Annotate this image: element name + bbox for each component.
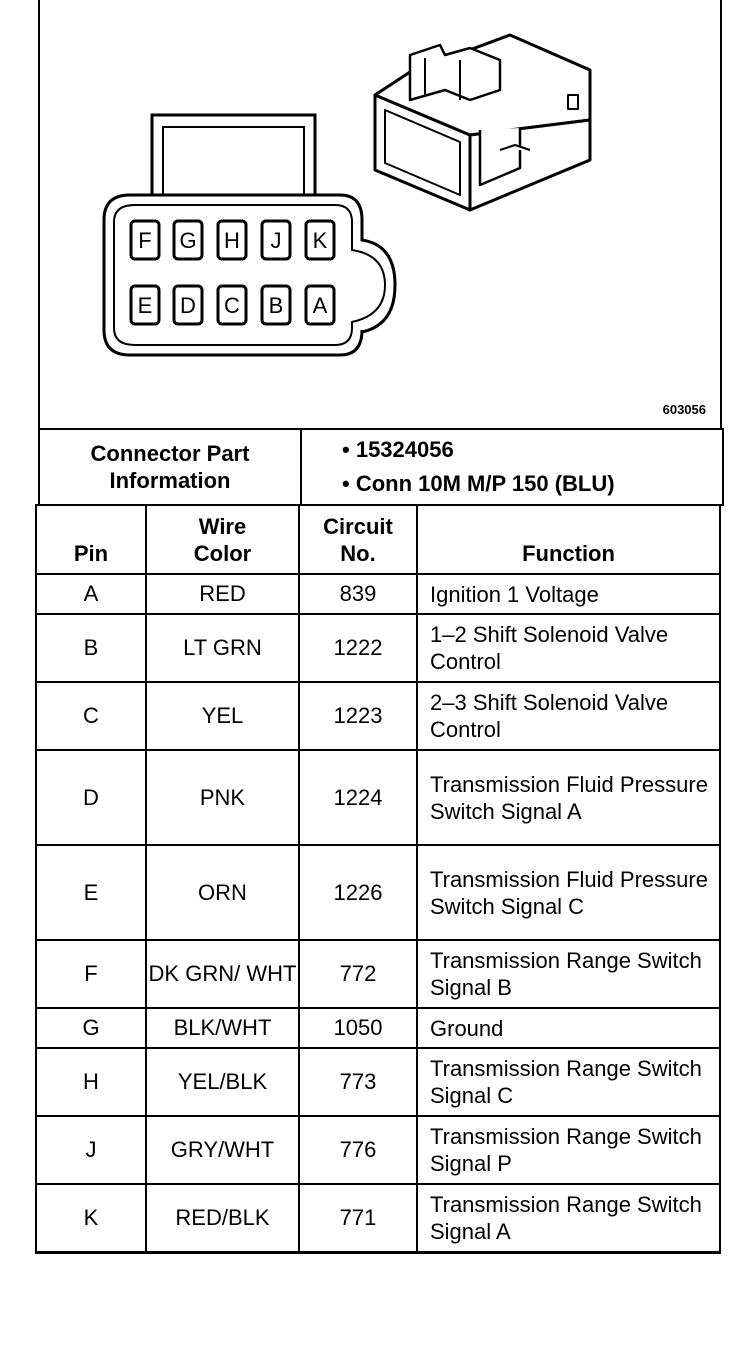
table-row — [36, 1008, 720, 1048]
connector-diagram — [0, 0, 752, 428]
table-row — [36, 614, 720, 682]
circuit-cell: 839 — [299, 574, 417, 614]
connector-isometric — [375, 35, 590, 210]
function-cell: Ignition 1 Voltage — [417, 574, 720, 614]
wire-color-cell: LT GRN — [146, 614, 299, 682]
connector-description: • Conn 10M M/P 150 (BLU) — [342, 467, 721, 501]
header-pin: Pin — [36, 505, 146, 574]
table-row — [36, 1048, 720, 1116]
wire-color-cell: PNK — [146, 750, 299, 845]
pin-label: F — [138, 228, 152, 253]
figure-id: 603056 — [662, 402, 706, 417]
header-wire-color: Wire Color — [146, 505, 299, 574]
pin-label: G — [179, 228, 197, 253]
pin-cell: F — [36, 940, 146, 1008]
table-row — [36, 1184, 720, 1252]
pin-label: H — [224, 228, 240, 253]
pinout-table — [35, 504, 721, 1254]
pin-label: J — [270, 228, 282, 253]
circuit-cell: 773 — [299, 1048, 417, 1116]
pin-cavity-c — [218, 286, 246, 324]
pin-cell: H — [36, 1048, 146, 1116]
pin-cell: E — [36, 845, 146, 940]
function-cell: 2–3 Shift Solenoid Valve Control — [417, 682, 720, 750]
circuit-cell: 1050 — [299, 1008, 417, 1048]
function-cell: Transmission Fluid Pressure Switch Signal C — [417, 845, 720, 940]
circuit-cell: 1224 — [299, 750, 417, 845]
pin-cell: J — [36, 1116, 146, 1184]
function-cell: Transmission Range Switch Signal C — [417, 1048, 720, 1116]
pin-cavity-e — [131, 286, 159, 324]
function-cell: Ground — [417, 1008, 720, 1048]
function-cell: Transmission Range Switch Signal A — [417, 1184, 720, 1252]
circuit-cell: 776 — [299, 1116, 417, 1184]
table-header-row — [36, 505, 720, 574]
circuit-cell: 772 — [299, 940, 417, 1008]
function-cell: 1–2 Shift Solenoid Valve Control — [417, 614, 720, 682]
pin-cell: B — [36, 614, 146, 682]
header-function: Function — [417, 505, 720, 574]
pin-label: A — [312, 293, 328, 318]
pin-label: K — [312, 228, 328, 253]
table-row — [36, 682, 720, 750]
circuit-cell: 1222 — [299, 614, 417, 682]
pin-cavity-a — [306, 286, 334, 324]
pin-cavity-j — [262, 221, 290, 259]
pin-cavities — [131, 221, 334, 324]
pin-cavity-g — [174, 221, 202, 259]
circuit-cell: 771 — [299, 1184, 417, 1252]
wire-color-cell: DK GRN/ WHT — [146, 940, 299, 1008]
pin-cell: D — [36, 750, 146, 845]
circuit-cell: 1223 — [299, 682, 417, 750]
pin-cavity-k — [306, 221, 334, 259]
table-row — [36, 574, 720, 614]
pin-cavity-h — [218, 221, 246, 259]
pin-cell: G — [36, 1008, 146, 1048]
function-cell: Transmission Fluid Pressure Switch Signal A — [417, 750, 720, 845]
wire-color-cell: ORN — [146, 845, 299, 940]
pin-label: D — [180, 293, 196, 318]
wire-color-cell: RED/BLK — [146, 1184, 299, 1252]
header-circuit: Circuit No. — [299, 505, 417, 574]
pin-label: B — [268, 293, 284, 318]
table-row — [36, 940, 720, 1008]
circuit-cell: 1226 — [299, 845, 417, 940]
table-row — [36, 1116, 720, 1184]
wire-color-cell: RED — [146, 574, 299, 614]
pin-cavity-b — [262, 286, 290, 324]
table-row — [36, 845, 720, 940]
table-row — [36, 750, 720, 845]
function-cell: Transmission Range Switch Signal P — [417, 1116, 720, 1184]
function-cell: Transmission Range Switch Signal B — [417, 940, 720, 1008]
pin-label: C — [224, 293, 240, 318]
wire-color-cell: BLK/WHT — [146, 1008, 299, 1048]
part-number: • 15324056 — [342, 433, 721, 467]
pin-label: E — [137, 293, 153, 318]
pin-cell: K — [36, 1184, 146, 1252]
pin-cavity-d — [174, 286, 202, 324]
pin-cavity-f — [131, 221, 159, 259]
connector-info-label: Connector Part Information — [39, 429, 301, 505]
connector-info-table — [38, 428, 724, 506]
pin-cell: C — [36, 682, 146, 750]
pin-cell: A — [36, 574, 146, 614]
wire-color-cell: GRY/WHT — [146, 1116, 299, 1184]
wire-color-cell: YEL/BLK — [146, 1048, 299, 1116]
wire-color-cell: YEL — [146, 682, 299, 750]
connector-info-values — [301, 429, 723, 505]
